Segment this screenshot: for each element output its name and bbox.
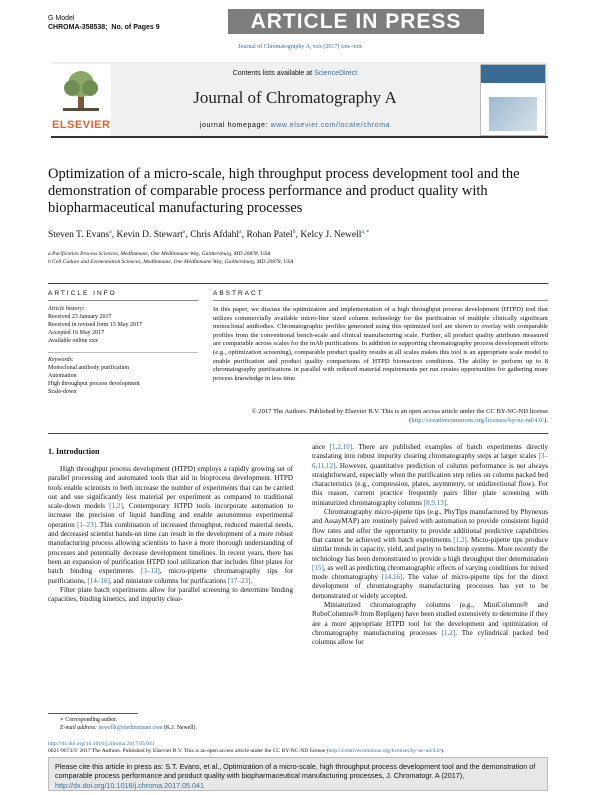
affiliations	[48, 250, 558, 266]
keywords-label: Keywords:	[48, 357, 74, 363]
affiliation-b: b Cell Culture and Fermentation Sciences, MedImmune, One MedImmune Way, Gaithersburg, MD 20878, USA	[48, 259, 294, 265]
body-text: . Contemporary HTPD tools incorporate automation to increase the precision of liquid handling and enable autonomous experimental operation	[48, 502, 293, 529]
author-name[interactable]: Rohan Patel	[246, 230, 293, 241]
divider	[48, 300, 198, 301]
body-text: Filter plate batch experiments allow for parallel screening to determine binding capacities, binding kinetics, and impurity clear-	[48, 585, 293, 604]
homepage-link[interactable]: www.elsevier.com/locate/chroma	[270, 122, 391, 129]
body-paragraph	[48, 586, 293, 605]
body-text: , as well as predicting chromatographic effects of varying conditions for mixed mode chromatography	[312, 563, 548, 582]
body-text: . The value of micro-pipette tips for the direct development of chromatography manufacturing processes has yet to be demonstrated or widely accepted.	[312, 573, 548, 600]
abstract-copyright	[213, 408, 548, 425]
article-history	[48, 305, 198, 345]
citation-ref-link[interactable]: [17–23]	[227, 576, 251, 585]
citation-ref-link[interactable]: [1,2]	[109, 502, 123, 511]
running-header	[48, 14, 160, 32]
license-link[interactable]: http://creativecommons.org/licenses/by-nc-nd/4.0/	[328, 748, 442, 755]
journal-reference-link[interactable]: Journal of Chromatography A, xxx (2017) xxx–xxx	[238, 44, 362, 50]
issn-license-text: 0021-9673/© 2017 The Authors. Published by Elsevier B.V. This is an open access article under the CC BY-NC-ND license (	[48, 748, 329, 755]
keyword: Monoclonal antibody purification	[48, 365, 129, 371]
citation-ref-link[interactable]: [8,9,13]	[423, 498, 447, 507]
keywords	[48, 356, 198, 396]
citation-ref-link[interactable]: [1,2]	[453, 535, 467, 544]
elsevier-tree-icon	[59, 68, 103, 112]
divider	[213, 300, 548, 301]
email-link[interactable]: newellk@medimmune.com	[98, 724, 163, 731]
body-text: Chromatography micro-pipette tips (e.g., PhyTips manufactured by Phynexus and AssayMAP) are routinely paired with automation to provide consistent liquid flow rates and offer the opportunity to provide additional predictive capabilities that cannot be achieved with batch experiments	[312, 508, 548, 544]
divider	[48, 433, 548, 434]
doi-block	[48, 741, 548, 756]
citation-ref-link[interactable]: [14,16]	[381, 573, 403, 582]
article-title: Optimization of a micro-scale, high throughput process development tool and the demonstration of comparable process performance and product quality with biopharmaceutical manufacturing processes	[48, 166, 520, 216]
citation-ref-link[interactable]: [15]	[312, 563, 324, 572]
author-name[interactable]: Kelcy J. Newell	[300, 230, 362, 241]
history-item: Received 23 January 2017	[48, 314, 112, 320]
corresponding-author: ∗ Corresponding author.	[60, 717, 118, 723]
email-label: E-mail address:	[60, 724, 99, 731]
model-label: G Model	[48, 15, 75, 22]
author-affil-mark[interactable]: a,∗	[361, 229, 370, 235]
publisher-wordmark: ELSEVIER	[52, 119, 111, 131]
cover-image	[489, 97, 537, 131]
abstract-heading: ABSTRACT	[213, 290, 264, 297]
journal-cover-thumbnail	[480, 64, 546, 136]
citation-ref-link[interactable]: [3–6,11,12]	[312, 452, 548, 470]
author-name[interactable]: Chris Afdahl	[190, 230, 240, 241]
body-text: . This combination of increased throughput, reduced material needs, and decreased scientist hands-on time can result in the development of a more robust manufacturing process allowing scientists to have a more thorough understanding of processes and potentially decrease development timelines. In recent years, there has been an expansion of purification HTPD tool utilization that includes filter plates for batch binding experiments	[48, 520, 294, 576]
article-in-press-banner: ARTICLE IN PRESS	[228, 9, 484, 34]
citation-doi-link[interactable]: http://dx.doi.org/10.1016/j.chroma.2017.05.041	[55, 780, 205, 790]
footnote-divider	[48, 713, 138, 714]
copyright-text: © 2017 The Authors. Published by Elsevier B.V. This is an open access article under the CC BY-NC-ND	[251, 408, 529, 415]
introduction-heading: 1. Introduction	[48, 447, 100, 456]
homepage-prefix: journal homepage:	[199, 122, 271, 129]
body-text: . Micro-pipette tips produce similar trends in capacity, yield, and purity to benchtop systems. More recently the technology has been demonstrated to provide a high throughput titer determination	[312, 535, 548, 563]
body-text: .	[446, 498, 448, 507]
page-count: No. of Pages 9	[111, 24, 160, 31]
author-list: Steven T. Evans$^a$, Kevin D. Stewart$^a$, Chris Afdahl$^a$, Rohan Patel$^b$, Kelcy J. Newell$^{a,∗}$	[48, 229, 370, 241]
history-item: Available online xxx	[48, 338, 98, 344]
citation-ref-link[interactable]: [1,2,10]	[329, 443, 353, 451]
keyword: Automation	[48, 373, 77, 379]
history-item: Accepted 16 May 2017	[48, 330, 105, 336]
author-affil-mark[interactable]: a	[109, 229, 112, 235]
cover-band	[481, 65, 545, 83]
body-text: High throughput process development (HTPD) employs a rapidly growing set of parallel processing and automated tools that aid in bioprocess development. HTPD tools enable scientists to both increase the number of experiments that can be carried out and use significantly less material per experiment as compared to traditional scale-down models	[48, 465, 293, 511]
license-link[interactable]: http://creativecommons.org/licenses/by-nc-nd/4.0/	[411, 416, 545, 424]
body-text: . However, quantitative prediction of column performance is not always straightforward, especially when the purification step relies on column packed bed characteristics (e.g., compression, plates, asymmetry, or unidirectional flow). For this reason, current practice frequently pairs filter plate screening with miniaturized chromatography columns	[312, 461, 548, 507]
keyword: High throughput process development	[48, 381, 140, 387]
abstract-text: In this paper, we discuss the optimization and implementation of a high throughput process development (HTPD) tool that utilizes commercially available micro-liter sized column technology for the purification of multiple clinically significant monoclonal antibodies. Chromatographic profiles generated using this optimized tool are shown to overlay with comparable profiles from the conventional bench-scale and clinical manufacturing scale. Further, all product quality attributes measured are comparable across scales for the mAb purifications. In addition to supporting chromatography process development efforts (e.g., optimization screening), comparable product quality results at all scales makes this tool is an appropriate scale model to enable purification and product quality comparisons of HTPD bioreactors conditions. The ability to perform up to 8 chromatography purifications in parallel with reduced material requirements per run creates opportunities for gathering more process knowledge in less time.	[213, 306, 548, 382]
license-prefix: license (	[409, 408, 548, 424]
contents-line	[120, 70, 470, 77]
divider	[48, 352, 198, 353]
history-label: Article history:	[48, 306, 85, 312]
journal-homepage	[120, 122, 470, 129]
body-text: ance	[312, 443, 330, 451]
corresponding-footnote	[60, 717, 300, 732]
doi-link[interactable]: http://dx.doi.org/10.1016/j.chroma.2017.05.041	[48, 741, 155, 747]
body-column-right	[312, 443, 548, 648]
history-item: Received in revised form 15 May 2017	[48, 322, 142, 328]
citation-ref-link[interactable]: [1–23]	[77, 520, 96, 529]
body-text: .	[250, 576, 253, 585]
author-name[interactable]: Kevin D. Stewart	[116, 230, 183, 241]
journal-title: Journal of Chromatography A	[193, 88, 397, 107]
citation-ref-link[interactable]: [14–16]	[87, 576, 110, 585]
affiliation-a: a Purification Process Sciences, MedImmune, One MedImmune Way, Gaithersburg, MD 20878, USA	[48, 251, 271, 257]
license-suffix: ).	[544, 416, 548, 424]
divider	[48, 283, 548, 284]
citation-ref-link[interactable]: [1,2]	[441, 628, 456, 637]
contents-prefix: Contents lists available at	[232, 70, 315, 77]
article-info-heading: ARTICLE INFO	[48, 290, 117, 297]
body-text: . The cylindrical packed bed columns allow for	[312, 628, 548, 647]
citation-box	[48, 757, 548, 791]
body-column-left	[48, 465, 293, 604]
body-text: , and miniature columns for purifications	[109, 576, 228, 585]
author-affil-mark[interactable]: b	[292, 229, 296, 235]
author-name[interactable]: Steven T. Evans	[48, 230, 110, 241]
keyword: Scale-down	[48, 389, 77, 395]
article-ref: CHROMA-358538;	[48, 24, 108, 31]
citation-text: Please cite this article in press as: S.T. Evans, et al., Optimization of a micro-scale, high throughput process development tool and the demonstration of comparable process performance and product quality with biopharmaceutical manufacturing processes, J. Chromatogr. A (2017),	[55, 762, 536, 781]
author-affil-mark[interactable]: a	[182, 229, 186, 235]
body-paragraph	[312, 508, 548, 601]
email-suffix: (K.J. Newell).	[162, 724, 197, 731]
author-affil-mark[interactable]: a	[239, 229, 242, 235]
sciencedirect-link[interactable]: ScienceDirect	[314, 70, 358, 77]
license-suffix: ).	[441, 748, 445, 755]
citation-ref-link[interactable]: [3–13]	[140, 567, 160, 576]
body-paragraph	[312, 443, 548, 508]
body-text: Miniaturized chromatography columns (e.g., MiniColumns® and RoboColumns® from Repligen) have been studied extensively to determine if they are a more appropriate HTPD tool for the development and optimization of chromatography manufacturing processes	[312, 601, 548, 637]
body-paragraph	[312, 601, 548, 647]
body-text: , micro-pipette chromatography tips for purifications,	[48, 567, 293, 585]
body-text: . There are published examples of batch experiments directly translating into robust impurity clearing chromatography steps at larger scales	[312, 443, 548, 461]
body-paragraph	[48, 465, 293, 586]
